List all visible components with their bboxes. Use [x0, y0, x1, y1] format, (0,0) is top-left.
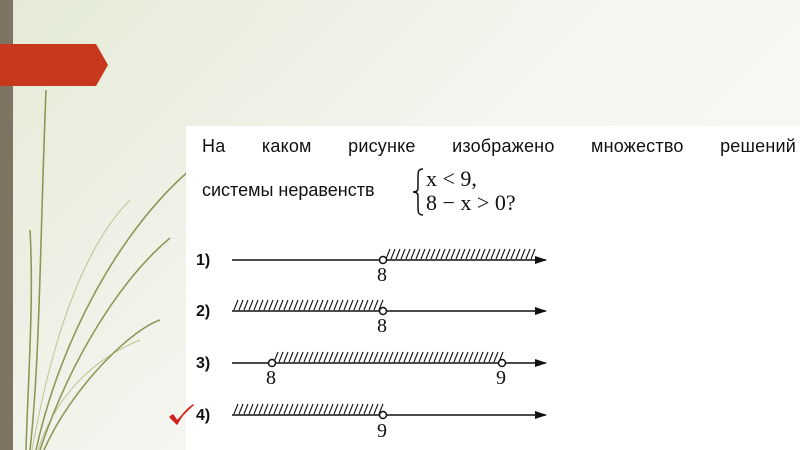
hatch-tick	[324, 300, 328, 310]
hatch-tick	[289, 300, 293, 310]
hatch-tick	[419, 352, 423, 362]
open-point	[380, 257, 387, 264]
hatch-tick	[369, 300, 373, 310]
hatch-tick	[339, 352, 343, 362]
hatch-tick	[364, 300, 368, 310]
option-number: 3)	[196, 355, 211, 372]
hatch-tick	[439, 352, 443, 362]
hatch-tick	[486, 249, 490, 259]
shaded-region	[274, 352, 503, 362]
hatch-tick	[426, 249, 430, 259]
hatch-tick	[239, 404, 243, 414]
hatch-tick	[319, 404, 323, 414]
hatch-tick	[284, 404, 288, 414]
hatch-tick	[391, 249, 395, 259]
hatch-tick	[344, 404, 348, 414]
hatch-tick	[269, 300, 273, 310]
hatch-tick	[516, 249, 520, 259]
hatch-tick	[274, 300, 278, 310]
hatch-tick	[294, 300, 298, 310]
hatch-tick	[464, 352, 468, 362]
hatch-tick	[299, 300, 303, 310]
hatch-tick	[421, 249, 425, 259]
hatch-tick	[374, 352, 378, 362]
option-number: 2)	[196, 303, 211, 320]
hatch-tick	[254, 300, 258, 310]
hatch-tick	[369, 404, 373, 414]
hatch-tick	[374, 300, 378, 310]
hatch-tick	[324, 352, 328, 362]
option-2[interactable]	[196, 300, 546, 337]
hatch-tick	[401, 249, 405, 259]
hatch-tick	[399, 352, 403, 362]
hatch-tick	[476, 249, 480, 259]
hatch-tick	[369, 352, 373, 362]
hatch-tick	[396, 249, 400, 259]
system-label: системы неравенств	[202, 180, 375, 200]
hatch-tick	[384, 352, 388, 362]
hatch-tick	[299, 352, 303, 362]
hatch-tick	[406, 249, 410, 259]
hatch-tick	[496, 249, 500, 259]
hatch-tick	[314, 300, 318, 310]
hatch-tick	[429, 352, 433, 362]
hatch-tick	[491, 249, 495, 259]
hatch-tick	[304, 404, 308, 414]
problem-card	[186, 126, 800, 450]
hatch-tick	[501, 249, 505, 259]
shaded-region	[234, 404, 383, 414]
hatch-tick	[249, 300, 253, 310]
hatch-tick	[334, 300, 338, 310]
point-label: 9	[377, 420, 387, 442]
hatch-tick	[289, 352, 293, 362]
hatch-tick	[249, 404, 253, 414]
hatch-tick	[309, 404, 313, 414]
hatch-tick	[289, 404, 293, 414]
hatch-tick	[379, 352, 383, 362]
open-point	[380, 308, 387, 315]
hatch-tick	[274, 404, 278, 414]
hatch-tick	[461, 249, 465, 259]
hatch-tick	[374, 404, 378, 414]
hatch-tick	[309, 352, 313, 362]
hatch-tick	[394, 352, 398, 362]
hatch-tick	[404, 352, 408, 362]
hatch-tick	[294, 404, 298, 414]
option-1[interactable]	[196, 249, 546, 286]
hatch-tick	[234, 300, 238, 310]
hatch-tick	[259, 300, 263, 310]
hatch-tick	[416, 249, 420, 259]
hatch-tick	[329, 404, 333, 414]
hatch-tick	[431, 249, 435, 259]
hatch-tick	[349, 352, 353, 362]
option-3[interactable]	[196, 352, 546, 389]
hatch-tick	[284, 352, 288, 362]
hatch-tick	[304, 300, 308, 310]
hatch-tick	[334, 352, 338, 362]
hatch-tick	[494, 352, 498, 362]
hatch-tick	[364, 352, 368, 362]
hatch-tick	[526, 249, 530, 259]
hatch-tick	[441, 249, 445, 259]
hatch-tick	[434, 352, 438, 362]
hatch-tick	[436, 249, 440, 259]
shaded-region	[386, 249, 535, 259]
open-point	[269, 360, 276, 367]
hatch-tick	[339, 404, 343, 414]
hatch-tick	[264, 300, 268, 310]
hatch-tick	[294, 352, 298, 362]
hatch-tick	[329, 352, 333, 362]
hatch-tick	[446, 249, 450, 259]
hatch-tick	[349, 300, 353, 310]
hatch-tick	[254, 404, 258, 414]
hatch-tick	[344, 300, 348, 310]
hatch-tick	[459, 352, 463, 362]
question-text: На каком рисунке изображено множество решений	[202, 136, 796, 156]
hatch-tick	[521, 249, 525, 259]
hatch-tick	[284, 300, 288, 310]
point-label: 8	[377, 315, 387, 337]
hatch-tick	[314, 404, 318, 414]
hatch-tick	[269, 404, 273, 414]
hatch-tick	[386, 249, 390, 259]
hatch-tick	[466, 249, 470, 259]
option-4[interactable]	[196, 404, 546, 442]
hatch-tick	[411, 249, 415, 259]
hatch-tick	[299, 404, 303, 414]
hatch-tick	[469, 352, 473, 362]
point-label: 8	[266, 367, 276, 389]
hatch-tick	[259, 404, 263, 414]
hatch-tick	[449, 352, 453, 362]
hatch-tick	[279, 352, 283, 362]
hatch-tick	[349, 404, 353, 414]
hatch-tick	[506, 249, 510, 259]
hatch-tick	[389, 352, 393, 362]
hatch-tick	[339, 300, 343, 310]
point-label: 9	[496, 367, 506, 389]
hatch-tick	[304, 352, 308, 362]
decorative-grass-lines	[0, 0, 200, 450]
hatch-tick	[319, 300, 323, 310]
hatch-tick	[354, 352, 358, 362]
hatch-tick	[484, 352, 488, 362]
hatch-tick	[314, 352, 318, 362]
hatch-tick	[344, 352, 348, 362]
hatch-tick	[329, 300, 333, 310]
answer-options	[186, 126, 800, 450]
hatch-tick	[414, 352, 418, 362]
hatch-tick	[359, 300, 363, 310]
hatch-tick	[354, 300, 358, 310]
hatch-tick	[359, 404, 363, 414]
open-point	[499, 360, 506, 367]
point-label: 8	[377, 264, 387, 286]
hatch-tick	[244, 300, 248, 310]
hatch-tick	[324, 404, 328, 414]
hatch-tick	[309, 300, 313, 310]
hatch-tick	[319, 352, 323, 362]
hatch-tick	[456, 249, 460, 259]
hatch-tick	[364, 404, 368, 414]
hatch-tick	[451, 249, 455, 259]
hatch-tick	[474, 352, 478, 362]
checkmark-icon	[167, 402, 195, 430]
hatch-tick	[264, 404, 268, 414]
open-point	[380, 412, 387, 419]
hatch-tick	[279, 300, 283, 310]
hatch-tick	[359, 352, 363, 362]
inequality-1: x < 9,	[426, 166, 477, 191]
hatch-tick	[531, 249, 535, 259]
hatch-tick	[234, 404, 238, 414]
hatch-tick	[239, 300, 243, 310]
hatch-tick	[471, 249, 475, 259]
inequality-2: 8 − x > 0?	[426, 190, 516, 215]
hatch-tick	[511, 249, 515, 259]
hatch-tick	[479, 352, 483, 362]
shaded-region	[234, 300, 383, 310]
hatch-tick	[354, 404, 358, 414]
hatch-tick	[444, 352, 448, 362]
hatch-tick	[454, 352, 458, 362]
option-number: 1)	[196, 252, 211, 269]
hatch-tick	[334, 404, 338, 414]
hatch-tick	[489, 352, 493, 362]
hatch-tick	[424, 352, 428, 362]
hatch-tick	[481, 249, 485, 259]
option-number: 4)	[196, 407, 211, 424]
hatch-tick	[279, 404, 283, 414]
hatch-tick	[409, 352, 413, 362]
hatch-tick	[244, 404, 248, 414]
